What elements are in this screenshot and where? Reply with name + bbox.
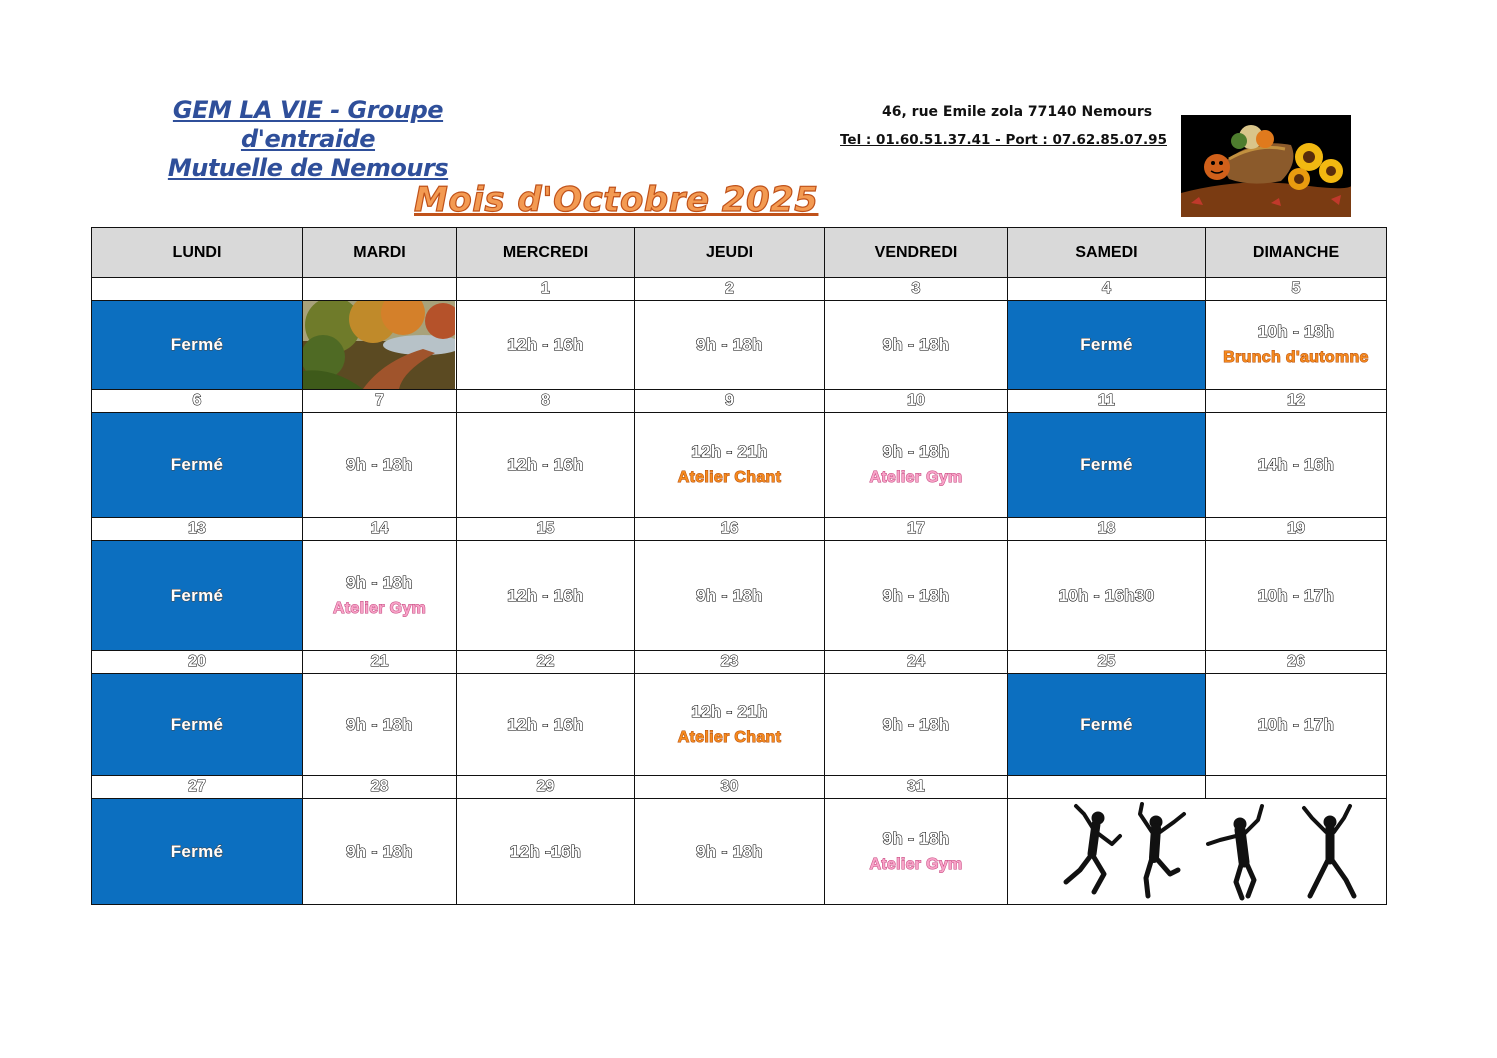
hours-text: 9h - 18h xyxy=(882,335,950,354)
date-number xyxy=(1008,776,1206,799)
open-day-cell xyxy=(303,541,457,651)
hours-text: 9h - 18h xyxy=(346,841,413,861)
hours-text: 12h -16h xyxy=(509,841,582,861)
closed-day-cell xyxy=(92,674,303,776)
hours-text: 9h - 18h xyxy=(882,714,950,734)
date-number: 19 xyxy=(1206,518,1387,541)
event-label: Atelier Gym xyxy=(869,855,963,873)
day-content-row xyxy=(92,301,1387,390)
open-day-cell xyxy=(457,541,635,651)
closed-label: Fermé xyxy=(170,714,224,734)
date-number xyxy=(1206,776,1387,799)
date-number: 10 xyxy=(825,390,1008,413)
hours-text: 9h - 18h xyxy=(346,714,413,734)
month-title: Mois d'Octobre 2025 xyxy=(414,180,819,220)
hours-text: 12h - 16h xyxy=(507,335,584,354)
closed-label: Fermé xyxy=(170,335,224,354)
date-number: 30 xyxy=(635,776,825,799)
dancers-silhouettes-image xyxy=(1008,800,1385,904)
weekday-header: VENDREDI xyxy=(825,228,1008,278)
date-number-row xyxy=(92,651,1387,674)
open-day-cell xyxy=(825,541,1008,651)
day-content-row xyxy=(92,674,1387,776)
hours-text: 9h - 18h xyxy=(346,572,413,592)
date-number-row xyxy=(92,776,1387,799)
address-text: 46, rue Emile zola 77140 Nemours xyxy=(882,104,1153,120)
open-day-cell xyxy=(457,674,635,776)
open-day-cell xyxy=(1008,541,1206,651)
closed-label: Fermé xyxy=(1080,335,1133,354)
date-number: 28 xyxy=(303,776,457,799)
hours-text: 12h - 21h xyxy=(691,442,768,461)
open-day-cell xyxy=(635,799,825,905)
open-day-cell xyxy=(457,413,635,518)
organization-title-line2: Mutuelle de Nemours xyxy=(167,154,449,182)
open-day-cell xyxy=(303,674,457,776)
event-label: Atelier Gym xyxy=(869,469,963,486)
hours-text: 9h - 18h xyxy=(696,335,763,354)
calendar-table xyxy=(91,227,1387,905)
event-label: Atelier Gym xyxy=(332,599,427,617)
date-number: 31 xyxy=(825,776,1008,799)
date-number: 14 xyxy=(303,518,457,541)
closed-day-cell xyxy=(92,413,303,518)
weekday-header-row xyxy=(92,228,1387,278)
closed-label: Fermé xyxy=(170,455,224,474)
open-day-cell xyxy=(1206,541,1387,651)
date-number-row xyxy=(92,518,1387,541)
date-number: 2 xyxy=(635,278,825,301)
closed-day-cell xyxy=(92,541,303,651)
day-content-row xyxy=(92,541,1387,651)
open-day-cell xyxy=(635,541,825,651)
closed-day-cell xyxy=(92,301,303,390)
date-number: 16 xyxy=(635,518,825,541)
contact-block xyxy=(840,104,1170,148)
hours-text: 10h - 16h30 xyxy=(1058,585,1155,605)
date-number-row xyxy=(92,390,1387,413)
weekday-header: MARDI xyxy=(303,228,457,278)
open-day-cell xyxy=(825,799,1008,905)
open-day-cell xyxy=(825,413,1008,518)
weekday-header: LUNDI xyxy=(92,228,303,278)
date-number: 7 xyxy=(303,390,457,413)
date-number: 22 xyxy=(457,651,635,674)
date-number: 13 xyxy=(92,518,303,541)
open-day-cell xyxy=(303,799,457,905)
hours-text: 14h - 16h xyxy=(1257,455,1335,474)
closed-label: Fermé xyxy=(1080,714,1133,734)
closed-day-cell xyxy=(1008,413,1206,518)
open-day-cell xyxy=(635,674,825,776)
closed-day-cell xyxy=(1008,674,1206,776)
date-number: 20 xyxy=(92,651,303,674)
autumn-park-image xyxy=(303,301,455,389)
day-content-row xyxy=(92,413,1387,518)
dancers-image-cell xyxy=(1008,799,1387,905)
date-number: 12 xyxy=(1206,390,1387,413)
date-number: 25 xyxy=(1008,651,1206,674)
closed-day-cell xyxy=(1008,301,1206,390)
date-number-row xyxy=(92,278,1387,301)
open-day-cell xyxy=(635,301,825,390)
date-number: 15 xyxy=(457,518,635,541)
organization-title[interactable] xyxy=(108,96,508,183)
open-day-cell xyxy=(1206,674,1387,776)
event-label: Brunch d'automne xyxy=(1223,349,1369,366)
date-number: 23 xyxy=(635,651,825,674)
closed-day-cell xyxy=(92,799,303,905)
open-day-cell xyxy=(825,674,1008,776)
open-day-cell xyxy=(635,413,825,518)
day-content-row xyxy=(92,799,1387,905)
hours-text: 9h - 18h xyxy=(696,841,763,861)
date-number: 11 xyxy=(1008,390,1206,413)
phone-text: Tel : 01.60.51.37.41 - Port : 07.62.85.07.95 xyxy=(840,132,1167,148)
date-number: 5 xyxy=(1206,278,1387,301)
hours-text: 10h - 17h xyxy=(1257,585,1335,605)
hours-text: 9h - 18h xyxy=(882,828,950,848)
date-number: 27 xyxy=(92,776,303,799)
hours-text: 12h - 16h xyxy=(507,585,584,605)
date-number: 29 xyxy=(457,776,635,799)
hours-text: 10h - 17h xyxy=(1257,714,1335,734)
open-day-cell xyxy=(457,799,635,905)
hours-text: 10h - 18h xyxy=(1257,322,1335,341)
weekday-header: DIMANCHE xyxy=(1206,228,1387,278)
open-day-cell xyxy=(825,301,1008,390)
date-number: 9 xyxy=(635,390,825,413)
date-number: 21 xyxy=(303,651,457,674)
date-number: 4 xyxy=(1008,278,1206,301)
hours-text: 12h - 21h xyxy=(691,701,768,721)
date-number: 6 xyxy=(92,390,303,413)
closed-label: Fermé xyxy=(170,841,224,861)
autumn-park-image-cell xyxy=(303,301,457,390)
date-number: 17 xyxy=(825,518,1008,541)
date-number: 3 xyxy=(825,278,1008,301)
open-day-cell xyxy=(457,301,635,390)
date-number: 1 xyxy=(457,278,635,301)
open-day-cell xyxy=(1206,301,1387,390)
closed-label: Fermé xyxy=(170,585,224,605)
closed-label: Fermé xyxy=(1080,455,1133,474)
organization-title-line1: GEM LA VIE - Groupe d'entraide xyxy=(172,96,444,153)
hours-text: 9h - 18h xyxy=(882,585,950,605)
event-label: Atelier Chant xyxy=(677,469,782,486)
hours-text: 9h - 18h xyxy=(696,585,763,605)
open-day-cell xyxy=(303,413,457,518)
event-label: Atelier Chant xyxy=(677,728,782,746)
date-number: 24 xyxy=(825,651,1008,674)
autumn-harvest-image xyxy=(1181,115,1351,217)
date-number: 26 xyxy=(1206,651,1387,674)
date-number xyxy=(303,278,457,301)
date-number: 18 xyxy=(1008,518,1206,541)
hours-text: 12h - 16h xyxy=(507,714,584,734)
date-number xyxy=(92,278,303,301)
hours-text: 9h - 18h xyxy=(346,455,413,474)
weekday-header: JEUDI xyxy=(635,228,825,278)
hours-text: 9h - 18h xyxy=(882,442,950,461)
weekday-header: MERCREDI xyxy=(457,228,635,278)
weekday-header: SAMEDI xyxy=(1008,228,1206,278)
hours-text: 12h - 16h xyxy=(507,455,584,474)
date-number: 8 xyxy=(457,390,635,413)
open-day-cell xyxy=(1206,413,1387,518)
